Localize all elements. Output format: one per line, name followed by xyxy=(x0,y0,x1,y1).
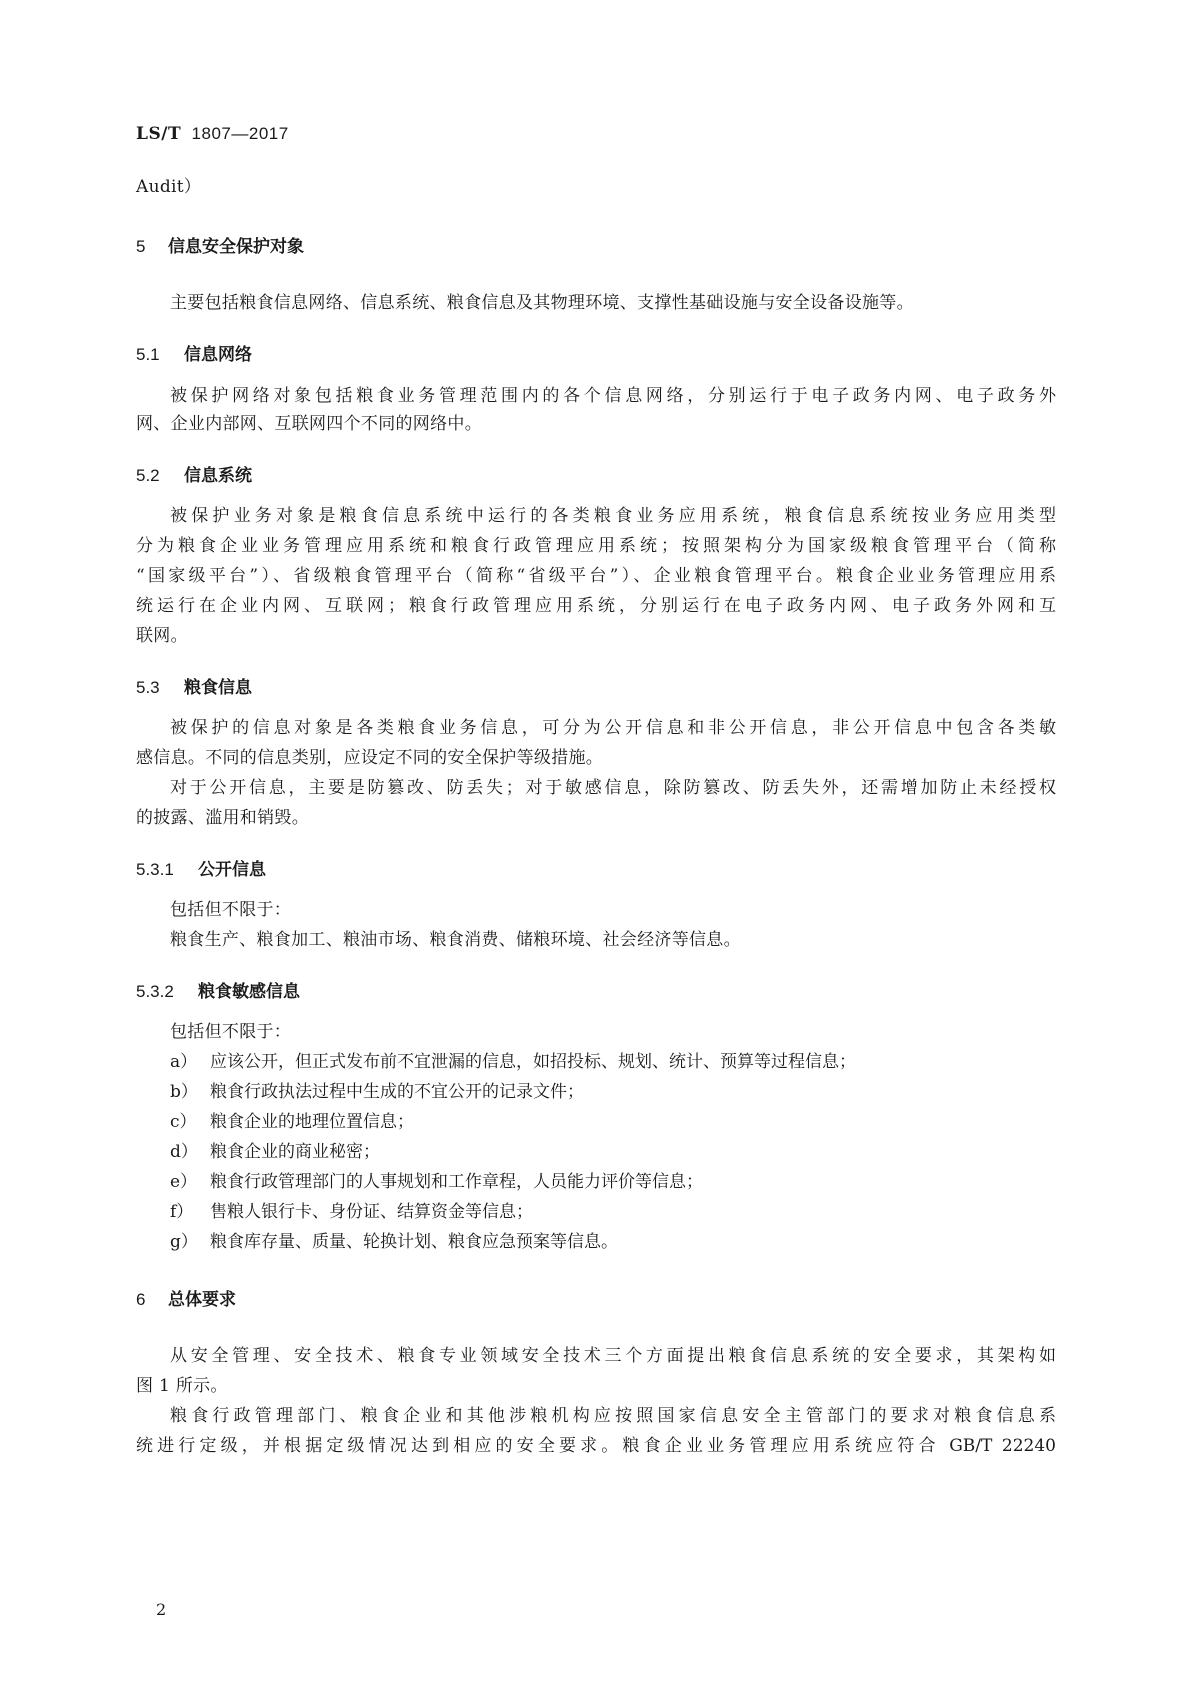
page-number: 2 xyxy=(156,1600,167,1619)
section-5-1-title: 信息网络 xyxy=(184,345,252,365)
list-item xyxy=(170,1167,703,1192)
list-text: 粮食企业的商业秘密； xyxy=(210,1142,380,1162)
section-6-line-1: 从安全管理、安全技术、粮食专业领域安全技术三个方面提出粮食信息系统的安全要求，其架构如 xyxy=(170,1346,1056,1366)
list-text: 售粮人银行卡、身份证、结算资金等信息； xyxy=(210,1202,533,1222)
section-6-line-2: 图 1 所示。 xyxy=(136,1376,228,1396)
section-6-heading xyxy=(136,1285,236,1310)
section-5-1-heading xyxy=(136,340,252,365)
list-item xyxy=(170,1137,380,1162)
section-5-1-line-2: 网、企业内部网、互联网四个不同的网络中。 xyxy=(136,414,482,434)
section-5-2-number: 5.2 xyxy=(136,466,160,485)
section-5-1-line-1: 被保护网络对象包括粮食业务管理范围内的各个信息网络，分别运行于电子政务内网、电子政务外 xyxy=(170,386,1056,406)
list-marker: f） xyxy=(170,1202,194,1222)
section-5-3-line-1: 被保护的信息对象是各类粮食业务信息，可分为公开信息和非公开信息，非公开信息中包含各类敏 xyxy=(170,718,1056,738)
list-marker: b） xyxy=(170,1082,198,1102)
list-marker: e） xyxy=(170,1172,198,1192)
standard-number: 1807—2017 xyxy=(191,124,289,143)
list-marker: d） xyxy=(170,1142,198,1162)
list-item xyxy=(170,1197,533,1222)
section-5-1-number: 5.1 xyxy=(136,345,160,364)
section-5-3-1-line-1: 包括但不限于： xyxy=(170,900,292,920)
list-item xyxy=(170,1107,414,1132)
section-5-paragraph: 主要包括粮食信息网络、信息系统、粮食信息及其物理环境、支撑性基础设施与安全设备设施等。 xyxy=(170,293,914,313)
standard-code: LS/T xyxy=(136,124,182,144)
list-text: 应该公开，但正式发布前不宜泄漏的信息，如招投标、规划、统计、预算等过程信息； xyxy=(210,1052,856,1072)
continuation-text: Audit） xyxy=(136,177,202,197)
section-5-3-2-number: 5.3.2 xyxy=(136,982,174,1001)
section-5-3-1-title: 公开信息 xyxy=(198,860,266,880)
section-6-title: 总体要求 xyxy=(168,1290,236,1310)
list-marker: a） xyxy=(170,1052,198,1072)
section-5-3-heading xyxy=(136,673,252,698)
list-text: 粮食库存量、质量、轮换计划、粮食应急预案等信息。 xyxy=(210,1232,618,1252)
list-marker: c） xyxy=(170,1112,197,1132)
section-5-2-line-2: 分为粮食企业业务管理应用系统和粮食行政管理应用系统；按照架构分为国家级粮食管理平台（简称 xyxy=(136,536,1056,556)
section-5-3-line-4: 的披露、滥用和销毁。 xyxy=(136,808,309,828)
section-5-3-2-intro: 包括但不限于： xyxy=(170,1022,292,1042)
section-5-3-1-number: 5.3.1 xyxy=(136,860,174,879)
section-5-3-2-title: 粮食敏感信息 xyxy=(198,982,300,1002)
list-item xyxy=(170,1047,856,1072)
list-item xyxy=(170,1227,618,1252)
list-text: 粮食企业的地理位置信息； xyxy=(210,1112,414,1132)
section-5-2-line-4: 统运行在企业内网、互联网；粮食行政管理应用系统，分别运行在电子政务内网、电子政务外网和互 xyxy=(136,596,1056,616)
section-5-2-heading xyxy=(136,461,252,486)
section-5-3-title: 粮食信息 xyxy=(184,678,252,698)
section-5-3-1-line-2: 粮食生产、粮食加工、粮油市场、粮食消费、储粮环境、社会经济等信息。 xyxy=(170,930,741,950)
section-5-2-line-1: 被保护业务对象是粮食信息系统中运行的各类粮食业务应用系统，粮食信息系统按业务应用类型 xyxy=(170,506,1056,526)
list-item xyxy=(170,1077,584,1102)
section-6-number: 6 xyxy=(136,1290,146,1309)
section-5-3-1-heading xyxy=(136,855,266,880)
section-5-title: 信息安全保护对象 xyxy=(168,237,304,257)
list-marker: g） xyxy=(170,1232,198,1252)
section-6-line-4: 统进行定级，并根据定级情况达到相应的安全要求。粮食企业业务管理应用系统应符合 GB/T 22240 xyxy=(136,1436,1056,1456)
section-5-number: 5 xyxy=(136,237,146,256)
section-5-3-line-2: 感信息。不同的信息类别，应设定不同的安全保护等级措施。 xyxy=(136,748,604,768)
section-6-line-3: 粮食行政管理部门、粮食企业和其他涉粮机构应按照国家信息安全主管部门的要求对粮食信息系 xyxy=(170,1406,1056,1426)
section-5-2-line-3: “国家级平台”）、省级粮食管理平台（简称“省级平台”）、企业粮食管理平台。粮食企业业务管理应用系 xyxy=(136,566,1056,586)
section-5-3-2-heading xyxy=(136,977,300,1002)
section-5-3-number: 5.3 xyxy=(136,678,160,697)
section-5-2-line-5: 联网。 xyxy=(136,626,188,646)
standard-header xyxy=(136,124,289,144)
section-5-3-line-3: 对于公开信息，主要是防篡改、防丢失；对于敏感信息，除防篡改、防丢失外，还需增加防止未经授权 xyxy=(170,778,1056,798)
section-5-2-title: 信息系统 xyxy=(184,466,252,486)
list-text: 粮食行政执法过程中生成的不宜公开的记录文件； xyxy=(210,1082,584,1102)
list-text: 粮食行政管理部门的人事规划和工作章程，人员能力评价等信息； xyxy=(210,1172,703,1192)
section-5-heading xyxy=(136,232,304,257)
